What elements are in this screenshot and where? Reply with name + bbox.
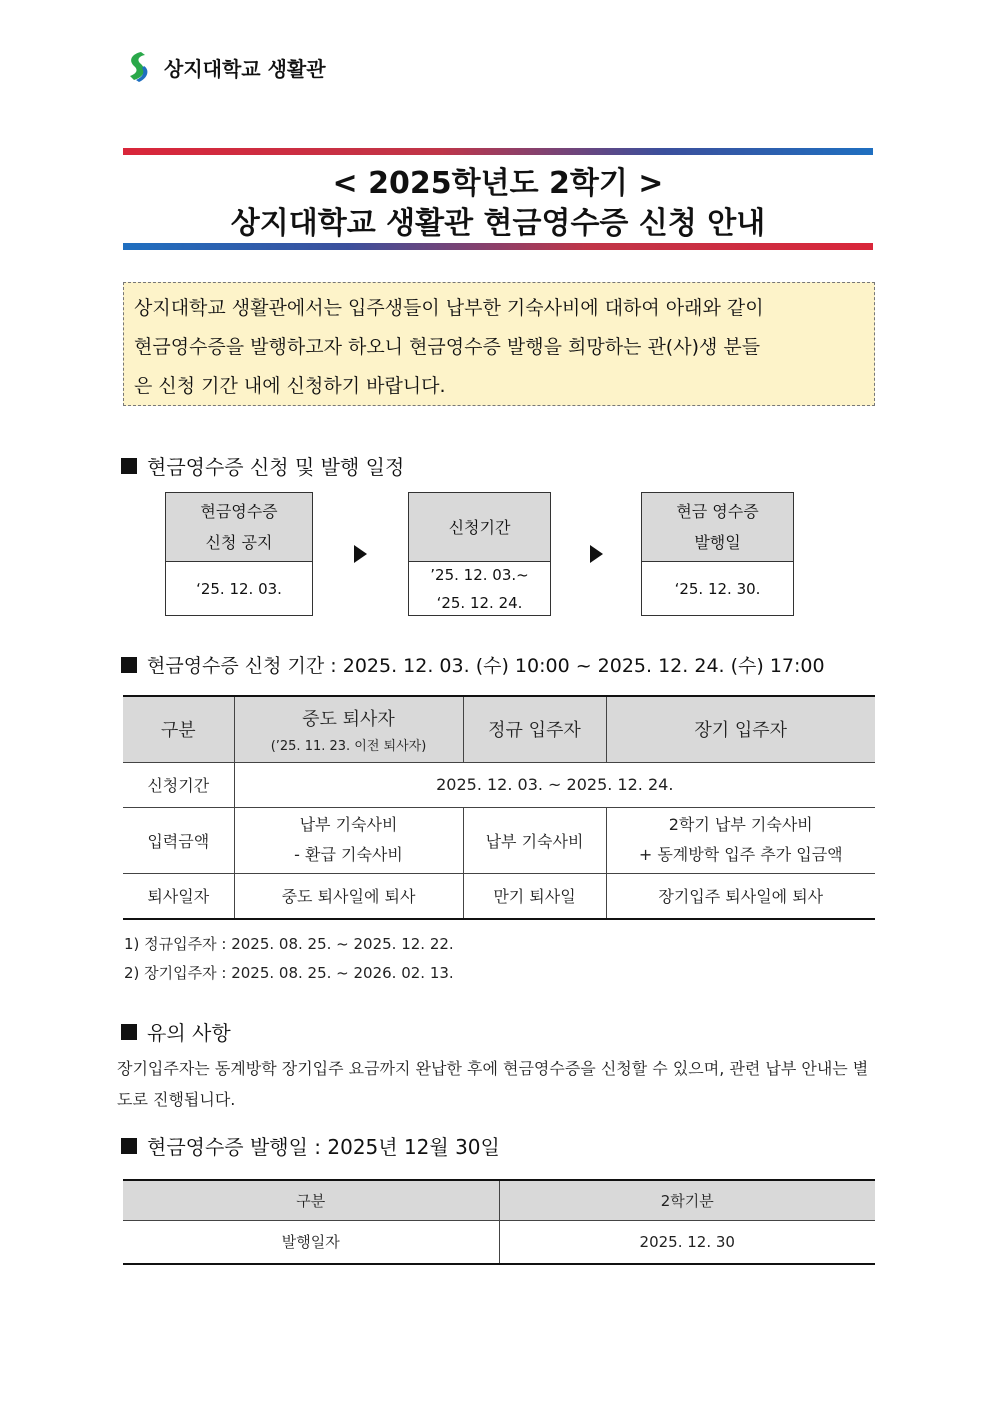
flow-step-label-line: 현금영수증 [200,502,278,521]
intro-line: 현금영수증을 발행하고자 하오니 현금영수증 발행을 희망하는 관(사)생 분들 [134,336,761,358]
title-bar-top [123,148,873,155]
table-header-cell: 구분 [123,1180,499,1220]
flow-step-issue [641,492,794,616]
flow-step-date-line: ’25. 12. 03.~ [430,565,529,584]
period-table [123,695,875,920]
intro-line: 은 신청 기간 내에 신청하기 바랍니다. [134,375,446,397]
row-label: 발행일자 [123,1220,499,1264]
flow-step-label-line: 신청 공지 [205,533,273,552]
flow-step-date [409,562,550,615]
flow-step-period [408,492,551,616]
table-header-cell: 구분 [123,696,234,762]
table-cell [606,807,875,873]
issue-heading-text: 현금영수증 발행일 : 2025년 12월 30일 [147,1135,500,1159]
cell-line: 납부 기숙사비 [299,815,398,834]
page-title-line2: 상지대학교 생활관 현금영수증 신청 안내 [230,206,766,241]
table-header-row [123,696,875,762]
bullet-square-icon [121,657,137,673]
flow-step-label-line: 신청기간 [448,517,511,537]
flow-step-label [409,493,550,562]
table-cell: 만기 퇴사일 [463,873,606,919]
flow-step-date-line: ‘25. 12. 24. [436,593,523,612]
sangji-logo-icon [124,50,154,84]
org-name: 상지대학교 생활관 [164,56,326,81]
flow-step-label-line: 발행일 [694,533,741,552]
flow-step-date-line: ‘25. 12. 03. [196,579,282,598]
caution-heading [121,1017,231,1046]
table-cell: 중도 퇴사일에 퇴사 [234,873,463,919]
table-cell: 2025. 12. 03. ~ 2025. 12. 24. [234,762,875,807]
table-header-sub: (’25. 11. 23. 이전 퇴사자) [270,738,427,754]
row-label: 퇴사일자 [123,873,234,919]
intro-box [123,282,875,406]
table-cell: 장기입주 퇴사일에 퇴사 [606,873,875,919]
period-heading [121,651,825,678]
page-title-line1: < 2025학년도 2학기 > [332,166,664,201]
flow-step-notice [165,492,313,616]
period-heading-text: 현금영수증 신청 기간 : 2025. 12. 03. (수) 10:00 ~ 2025. 12. 24. (수) 17:00 [147,655,825,677]
arrow-right-icon [354,545,367,563]
intro-line: 상지대학교 생활관에서는 입주생들이 납부한 기숙사비에 대하여 아래와 같이 [134,297,764,319]
table-row [123,762,875,807]
flow-step-date [166,562,312,615]
footnote: 2) 장기입주자 : 2025. 08. 25. ~ 2026. 02. 13. [124,964,454,982]
flow-step-date-line: ‘25. 12. 30. [674,579,761,598]
schedule-heading [121,451,404,480]
footnote: 1) 정규입주자 : 2025. 08. 25. ~ 2025. 12. 22. [124,935,454,953]
cell-line: - 환급 기숙사비 [294,845,403,864]
table-row [123,807,875,873]
issue-table [123,1179,875,1265]
bullet-square-icon [121,1024,137,1040]
table-header-main: 중도 퇴사자 [302,708,395,730]
table-cell [234,807,463,873]
table-header-cell: 정규 입주자 [463,696,606,762]
flow-step-date [642,562,793,615]
flow-step-label-line: 현금 영수증 [676,502,759,521]
table-cell: 2025. 12. 30 [499,1220,875,1264]
schedule-heading-text: 현금영수증 신청 및 발행 일정 [147,455,405,479]
flow-step-label [166,493,312,562]
row-label: 입력금액 [123,807,234,873]
cell-line: + 동계방학 입주 추가 입금액 [638,845,843,864]
table-cell: 납부 기숙사비 [463,807,606,873]
caution-text: 장기입주자는 동계방학 장기입주 요금까지 완납한 후에 현금영수증을 신청할 수 있으며, 관련 납부 안내는 별도로 진행됩니다. [117,1059,869,1109]
row-label: 신청기간 [123,762,234,807]
table-row [123,873,875,919]
table-header-row [123,1180,875,1220]
table-row [123,1220,875,1264]
header-logo [124,50,326,84]
table-header-cell: 장기 입주자 [606,696,875,762]
caution-heading-text: 유의 사항 [147,1021,231,1045]
title-bar-bottom [123,243,873,250]
bullet-square-icon [121,458,137,474]
cell-line: 2학기 납부 기숙사비 [668,815,813,834]
table-header-cell [234,696,463,762]
table-header-cell: 2학기분 [499,1180,875,1220]
issue-heading [121,1131,500,1160]
arrow-right-icon [590,545,603,563]
flow-step-label [642,493,793,562]
bullet-square-icon [121,1138,137,1154]
